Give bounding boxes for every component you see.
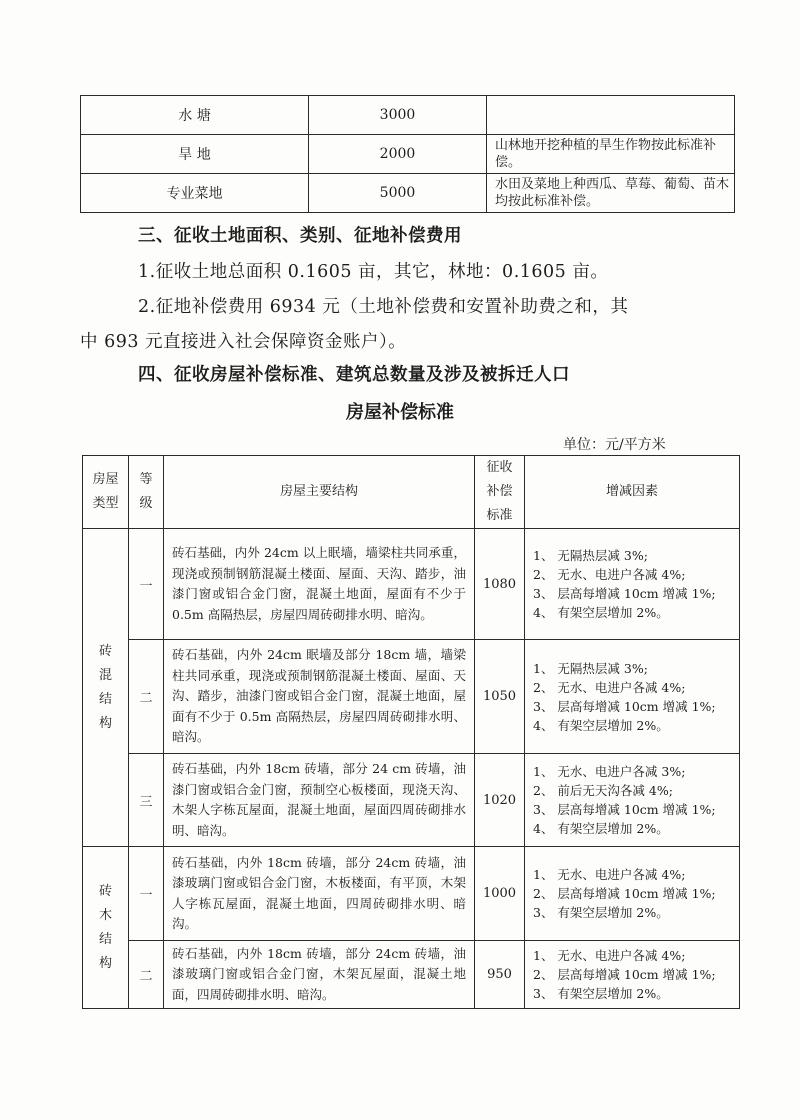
grade-cell: 三 (129, 754, 164, 847)
land-type-cell: 专业菜地 (81, 174, 309, 213)
land-type-cell: 水 塘 (81, 96, 309, 135)
factor-item: 4、 有架空层增加 2%。 (533, 605, 669, 620)
house-compensation-table (82, 455, 740, 1009)
factor-item: 3、 层高每增减 10cm 增减 1%; (533, 802, 716, 817)
header-factors: 增减因素 (525, 456, 740, 529)
factor-item: 3、 层高每增减 10cm 增减 1%; (533, 698, 716, 714)
table-row (83, 754, 740, 847)
header-grade: 等级 (129, 456, 164, 529)
table-row (81, 96, 735, 135)
table-title: 房屋补偿标准 (346, 402, 454, 423)
land-value-cell: 5000 (309, 174, 487, 213)
table-header-row (83, 456, 740, 529)
land-note-cell: 水田及菜地上种西瓜、草莓、葡萄、苗木均按此标准补偿。 (487, 174, 735, 213)
table-row (83, 941, 740, 1009)
land-area-paragraph: 1.征收土地总面积 0.1605 亩，其它，林地：0.1605 亩。 (138, 262, 609, 282)
factor-item: 2、 无水、电进户各减 4%; (533, 679, 686, 695)
structure-cell: 砖石基础，内外 18cm 砖墙，部分 24 cm 砖墙，油漆门窗或铝合金门窗，预制空心板楼面，现浇天沟、木架人字栋瓦屋面，混凝土地面，屋面四周砖砌排水明、暗沟。 (164, 754, 475, 847)
factor-item: 1、 无隔热层减 3%; (533, 548, 648, 563)
factor-item: 4、 有架空层增加 2%。 (533, 821, 669, 836)
factors-cell (525, 941, 740, 1009)
factors-cell (525, 640, 740, 754)
structure-cell: 砖石基础，内外 24cm 以上眠墙，墙梁柱共同承重，现浇或预制钢筋混凝土楼面、屋面、天沟、踏步，油漆门窗或铝合金门窗，混凝土地面，屋面有不少于 0.5m 高隔热层，房屋四周砖砌排水明、暗沟。 (164, 529, 475, 640)
compensation-paragraph-line1: 2.征地补偿费用 6934 元（土地补偿费和安置补助费之和，其 (138, 297, 629, 317)
factor-item: 1、 无水、电进户各减 3%; (533, 764, 686, 779)
factor-item: 3、 有架空层增加 2%。 (533, 905, 669, 920)
standard-cell: 950 (475, 941, 525, 1009)
section-4-heading: 四、征收房屋补偿标准、建筑总数量及涉及被拆迁人口 (138, 365, 570, 385)
compensation-paragraph-line2: 中 693 元直接进入社会保障资金账户）。 (80, 332, 407, 352)
standard-cell: 1020 (475, 754, 525, 847)
grade-cell: 一 (129, 529, 164, 640)
land-note-cell: 山林地开挖种植的旱生作物按此标准补偿。 (487, 135, 735, 174)
table-row (83, 529, 740, 640)
structure-cell: 砖石基础，内外 18cm 砖墙，部分 24cm 砖墙，油漆玻璃门窗或铝合金门窗，木板楼面，有平顶，木架人字栋瓦屋面，混凝土地面，四周砖砌排水明、暗沟。 (164, 847, 475, 941)
factor-item: 1、 无水、电进户各减 4%; (533, 867, 686, 882)
grade-cell: 二 (129, 640, 164, 754)
factor-item: 2、 前后无天沟各减 4%; (533, 783, 673, 798)
unit-label: 单位：元/平方米 (563, 437, 666, 453)
header-standard: 征收补偿标准 (475, 456, 525, 529)
standard-cell: 1080 (475, 529, 525, 640)
factor-item: 2、 无水、电进户各减 4%; (533, 567, 686, 582)
factors-cell (525, 847, 740, 941)
land-value-cell: 3000 (309, 96, 487, 135)
factors-cell (525, 529, 740, 640)
land-value-cell: 2000 (309, 135, 487, 174)
factor-item: 2、 层高每增减 10cm 增减 1%; (533, 967, 716, 982)
section-3-heading: 三、征收土地面积、类别、征地补偿费用 (138, 226, 462, 246)
factor-item: 1、 无水、电进户各减 4%; (533, 948, 686, 963)
factor-item: 2、 层高每增减 10cm 增减 1%; (533, 886, 716, 901)
factor-item: 4、 有架空层增加 2%。 (533, 717, 669, 733)
table-row (81, 174, 735, 213)
header-house-type: 房屋类型 (83, 456, 129, 529)
factor-item: 1、 无隔热层减 3%; (533, 660, 648, 676)
land-compensation-table (80, 95, 735, 213)
structure-cell: 砖石基础，内外 18cm 砖墙，部分 24cm 砖墙，油漆玻璃门窗或铝合金门窗，木架瓦屋面，混凝土地面，四周砖砌排水明、暗沟。 (164, 941, 475, 1009)
factor-item: 3、 有架空层增加 2%。 (533, 986, 669, 1001)
land-note-cell (487, 96, 735, 135)
standard-cell: 1000 (475, 847, 525, 941)
table-row (83, 847, 740, 941)
factors-cell (525, 754, 740, 847)
structure-cell: 砖石基础，内外 24cm 眠墙及部分 18cm 墙，墙梁柱共同承重，现浇或预制钢筋混凝土楼面、屋面、天沟、踏步，油漆门窗或铝合金门窗，混凝土地面，屋面有不少于 0.5m 高隔热层，房屋四周砖砌排水明、暗沟。 (164, 640, 475, 754)
grade-cell: 二 (129, 941, 164, 1009)
land-type-cell: 旱 地 (81, 135, 309, 174)
table-row (81, 135, 735, 174)
factor-item: 3、 层高每增减 10cm 增减 1%; (533, 586, 716, 601)
header-structure: 房屋主要结构 (164, 456, 475, 529)
grade-cell: 一 (129, 847, 164, 941)
standard-cell: 1050 (475, 640, 525, 754)
house-type-cell: 砖混结构 (83, 529, 129, 847)
house-type-cell: 砖木结构 (83, 847, 129, 1009)
table-row (83, 640, 740, 754)
